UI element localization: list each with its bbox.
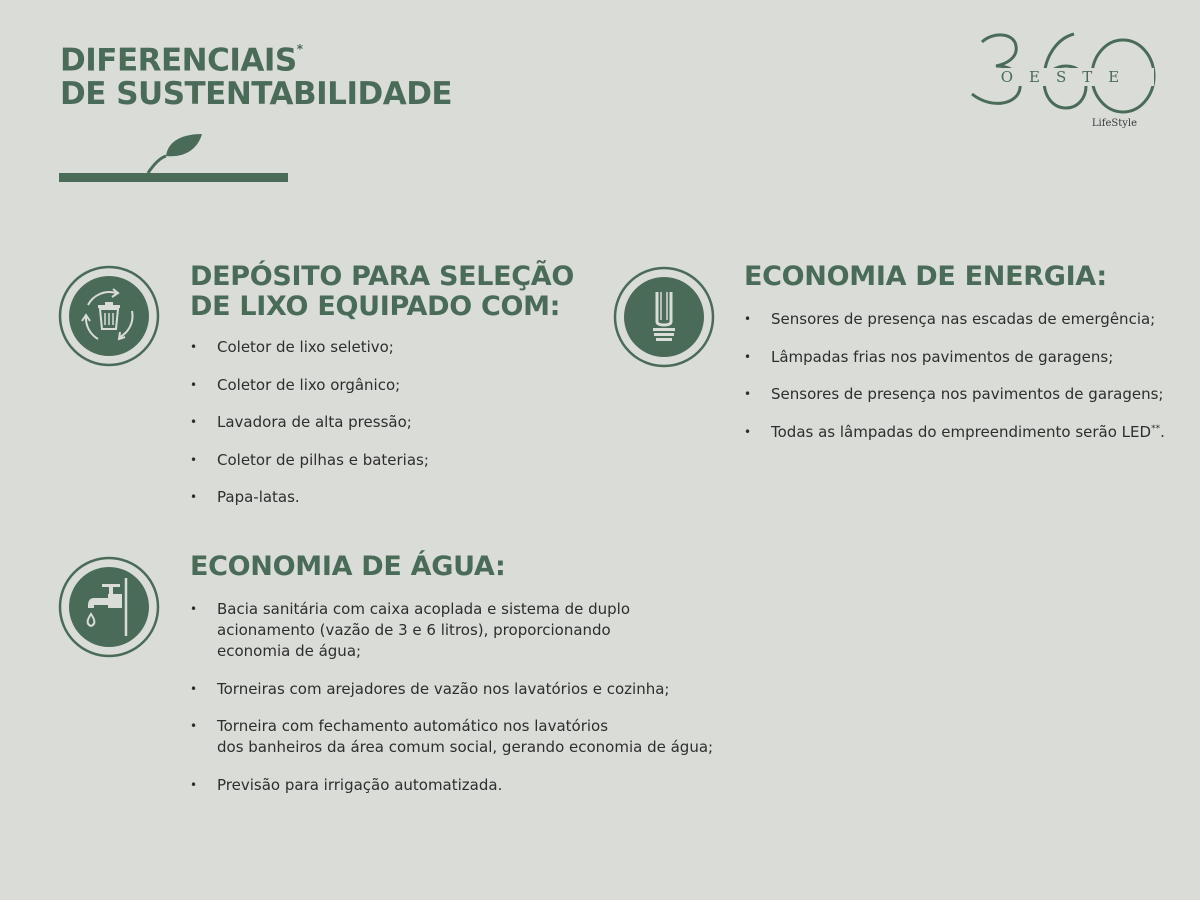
leaf-divider-icon (58, 132, 290, 184)
list-item-line: dos banheiros da área comum social, gerando economia de água; (217, 738, 714, 756)
logo-360-icon (962, 28, 1162, 128)
section-title-lixo-line2: DE LIXO EQUIPADO COM: (190, 291, 561, 322)
list-item-line: • Bacia sanitária com caixa acoplada e sistema de duplo (217, 600, 631, 618)
list-item-end: . (1160, 422, 1165, 441)
section-title-energia: ECONOMIA DE ENERGIA: (744, 261, 1107, 292)
list-item-line: • Torneira com fechamento automático nos lavatórios (217, 717, 609, 735)
logo-oeste-text: OESTE (1000, 68, 1136, 86)
list-item: • Papa-latas. (190, 487, 429, 508)
list-energia (744, 309, 1165, 462)
logo-tagline: LifeStyle (1091, 118, 1137, 128)
section-title-lixo (190, 262, 574, 322)
footnote-mark: ** (1151, 423, 1161, 434)
section-title-agua: ECONOMIA DE ÁGUA: (190, 551, 506, 582)
list-item-line: • Torneiras com arejadores de vazão nos lavatórios e cozinha; (217, 679, 670, 698)
list-item-line: • Previsão para irrigação automatizada. (217, 775, 503, 794)
list-item (190, 716, 713, 758)
list-item (190, 599, 713, 662)
list-lixo (190, 337, 429, 525)
list-item-line: economia de água; (217, 642, 362, 660)
list-item: • Lavadora de alta pressão; (190, 412, 429, 433)
list-item (744, 422, 1165, 446)
brand-logo (962, 28, 1162, 132)
list-item-text: Todas as lâmpadas do empreendimento serão LED (771, 422, 1152, 441)
lightbulb-icon (613, 266, 715, 368)
list-item (190, 775, 713, 796)
list-item (190, 679, 713, 700)
list-item: • Sensores de presença nos pavimentos de garagens; (744, 384, 1165, 405)
list-item: • Coletor de lixo orgânico; (190, 375, 429, 396)
title-line-2: DE SUSTENTABILIDADE (60, 76, 453, 113)
list-item-line: acionamento (vazão de 3 e 6 litros), proporcionando (217, 621, 611, 639)
section-title-lixo-line1: DEPÓSITO PARA SELEÇÃO (190, 261, 575, 292)
title-line-1: DIFERENCIAIS (60, 42, 297, 79)
list-item: • Sensores de presença nas escadas de emergência; (744, 309, 1165, 330)
list-item: • Coletor de lixo seletivo; (190, 337, 429, 358)
list-agua (190, 599, 713, 812)
page-title (60, 38, 452, 111)
recycle-trash-icon (58, 265, 160, 367)
list-item: • Lâmpadas frias nos pavimentos de garagens; (744, 347, 1165, 368)
title-asterisk: * (296, 42, 303, 56)
faucet-icon (58, 556, 160, 658)
list-item: • Coletor de pilhas e baterias; (190, 450, 429, 471)
